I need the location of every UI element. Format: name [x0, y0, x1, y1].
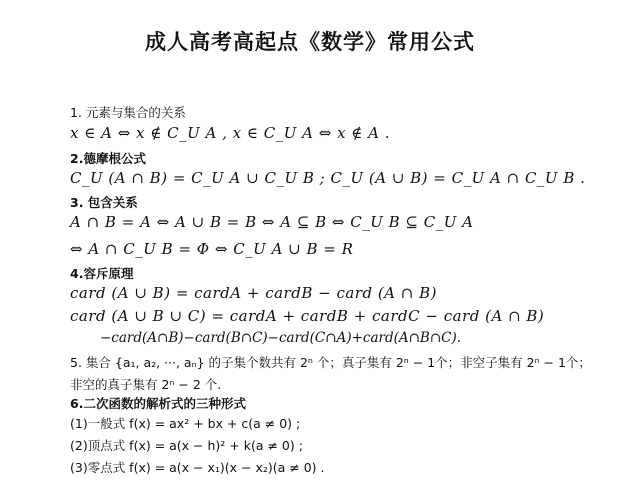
section-4-heading: 4.容斥原理	[70, 266, 134, 281]
section-4-formula-3: −card(A∩B)−card(B∩C)−card(C∩A)+card(A∩B∩C).	[100, 330, 462, 346]
section-1-formula: x ∈ A ⇔ x ∉ C_U A , x ∈ C_U A ⇔ x ∉ A .	[70, 124, 391, 142]
section-4-formula-1: card (A ∪ B) = cardA + cardB − card (A ∩ B)	[70, 284, 437, 302]
section-6-item-1: (1)一般式 f(x) = ax² + bx + c(a ≠ 0) ;	[70, 416, 301, 431]
section-3-formula-2: ⇔ A ∩ C_U B = Φ ⇔ C_U A ∪ B = R	[70, 240, 354, 258]
section-4-formula-2: card (A ∪ B ∪ C) = cardA + cardB + cardC − card (A ∩ B)	[70, 307, 545, 325]
section-3-formula-1: A ∩ B = A ⇔ A ∪ B = B ⇔ A ⊆ B ⇔ C_U B ⊆ C_U A	[70, 213, 474, 231]
section-6-heading: 6.二次函数的解析式的三种形式	[70, 396, 246, 411]
section-6-item-2: (2)顶点式 f(x) = a(x − h)² + k(a ≠ 0) ;	[70, 438, 303, 453]
section-1-heading: 1. 元素与集合的关系	[70, 105, 186, 120]
page-title: 成人高考高起点《数学》常用公式	[145, 30, 475, 54]
section-3-heading: 3. 包含关系	[70, 195, 138, 210]
section-5-line-2: 非空的真子集有 2ⁿ − 2 个.	[70, 377, 222, 392]
section-2-formula: C_U (A ∩ B) = C_U A ∪ C_U B ; C_U (A ∪ B) = C_U A ∩ C_U B .	[70, 169, 586, 187]
section-6-item-3: (3)零点式 f(x) = a(x − x₁)(x − x₂)(a ≠ 0) .	[70, 460, 325, 475]
section-5-line-1: 5. 集合 {a₁, a₂, ···, aₙ} 的子集个数共有 2ⁿ 个；真子集有 2ⁿ − 1个；非空子集有 2ⁿ − 1个；	[70, 355, 591, 370]
section-2-heading: 2.德摩根公式	[70, 151, 146, 166]
